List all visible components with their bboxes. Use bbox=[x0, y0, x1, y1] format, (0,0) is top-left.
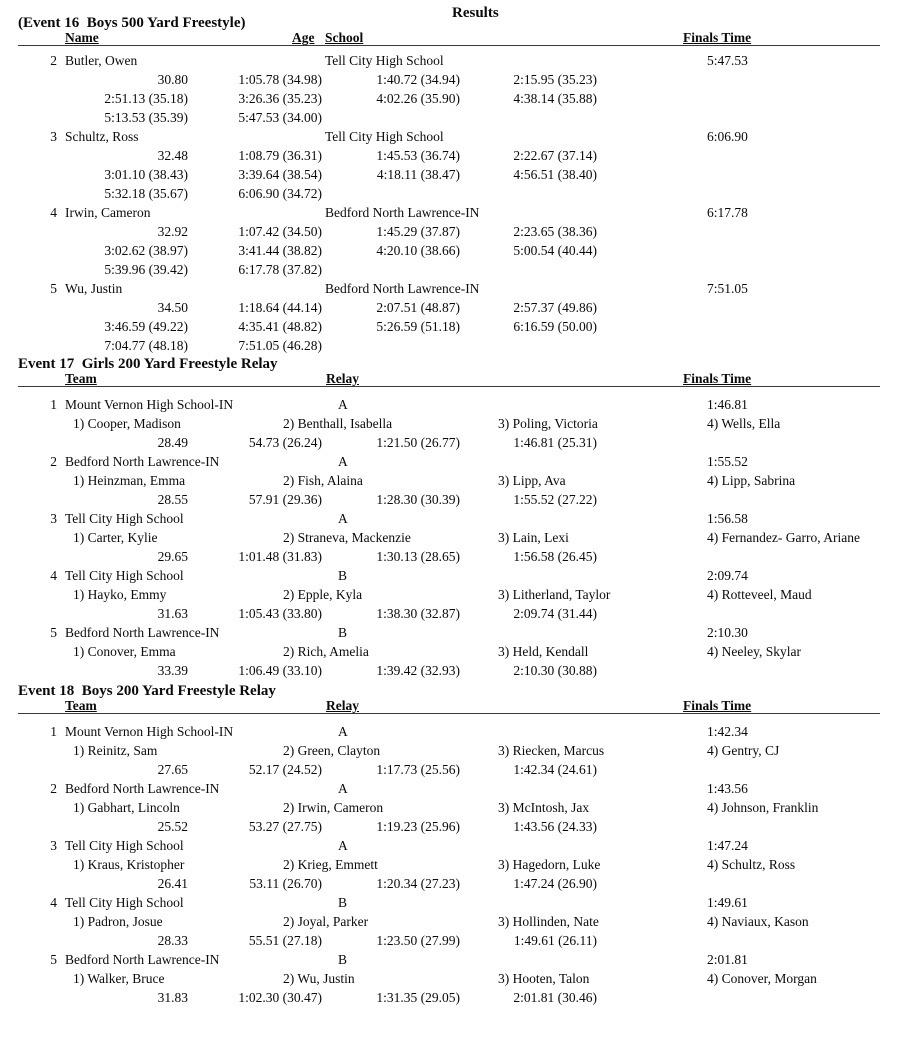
split-time: 1:30.13 (28.65) bbox=[376, 549, 460, 564]
result-row bbox=[0, 203, 922, 222]
finals-time: 2:01.81 bbox=[707, 952, 748, 967]
relay-leg-swimmer: 2) Wu, Justin bbox=[283, 971, 355, 986]
split-time: 4:56.51 (38.40) bbox=[513, 167, 597, 182]
split-time: 2:57.37 (49.86) bbox=[513, 300, 597, 315]
relay-legs-row bbox=[0, 528, 922, 547]
split-time: 52.17 (24.52) bbox=[248, 762, 322, 777]
split-time: 1:49.61 (26.11) bbox=[513, 933, 597, 948]
relay-legs-row bbox=[0, 855, 922, 874]
finals-time: 1:56.58 bbox=[707, 511, 748, 526]
splits-row bbox=[0, 222, 922, 241]
swimmer-name: Butler, Owen bbox=[65, 53, 138, 68]
relay-leg-swimmer: 3) Litherland, Taylor bbox=[498, 587, 611, 602]
event-rows bbox=[0, 722, 922, 1007]
split-time: 1:47.24 (26.90) bbox=[513, 876, 597, 891]
split-time: 5:26.59 (51.18) bbox=[376, 319, 460, 334]
result-row bbox=[0, 623, 922, 642]
splits-row bbox=[0, 298, 922, 317]
place-number: 4 bbox=[50, 568, 57, 583]
result-row bbox=[0, 950, 922, 969]
splits-row bbox=[0, 661, 922, 680]
place-number: 5 bbox=[50, 952, 57, 967]
place-number: 2 bbox=[50, 781, 57, 796]
team-name: Tell City High School bbox=[65, 511, 184, 526]
split-time: 6:06.90 (34.72) bbox=[238, 186, 322, 201]
relay-letter: B bbox=[338, 625, 348, 640]
school-name: Bedford North Lawrence-IN bbox=[325, 205, 480, 220]
split-time: 29.65 bbox=[157, 549, 188, 564]
splits-row bbox=[0, 760, 922, 779]
relay-leg-swimmer: 4) Gentry, CJ bbox=[707, 743, 780, 758]
column-header-finals: Finals Time bbox=[683, 371, 752, 386]
split-time: 3:39.64 (38.54) bbox=[238, 167, 322, 182]
event-17-section bbox=[0, 356, 922, 680]
place-number: 4 bbox=[50, 895, 57, 910]
result-row bbox=[0, 779, 922, 798]
place-number: 2 bbox=[50, 53, 57, 68]
splits-row bbox=[0, 336, 922, 355]
column-header-finals: Finals Time bbox=[683, 698, 752, 713]
column-header-row bbox=[18, 700, 880, 714]
page-title: Results bbox=[452, 5, 499, 21]
split-time: 1:05.43 (33.80) bbox=[238, 606, 322, 621]
event-header: Event 17 Girls 200 Yard Freestyle Relay bbox=[18, 356, 278, 372]
result-row bbox=[0, 893, 922, 912]
relay-letter: A bbox=[338, 724, 348, 739]
split-time: 1:20.34 (27.23) bbox=[376, 876, 460, 891]
column-header-school: School bbox=[325, 30, 364, 45]
event-18-section bbox=[0, 683, 922, 1007]
relay-legs-row bbox=[0, 414, 922, 433]
split-time: 30.80 bbox=[157, 72, 188, 87]
relay-leg-swimmer: 1) Padron, Josue bbox=[73, 914, 163, 929]
split-time: 4:02.26 (35.90) bbox=[376, 91, 460, 106]
relay-leg-swimmer: 4) Johnson, Franklin bbox=[707, 800, 819, 815]
relay-leg-swimmer: 1) Conover, Emma bbox=[73, 644, 176, 659]
split-time: 1:45.29 (37.87) bbox=[376, 224, 460, 239]
place-number: 5 bbox=[50, 281, 57, 296]
relay-leg-swimmer: 1) Hayko, Emmy bbox=[73, 587, 167, 602]
split-time: 1:43.56 (24.33) bbox=[513, 819, 597, 834]
relay-leg-swimmer: 4) Conover, Morgan bbox=[707, 971, 817, 986]
relay-leg-swimmer: 2) Joyal, Parker bbox=[283, 914, 369, 929]
relay-leg-swimmer: 4) Naviaux, Kason bbox=[707, 914, 809, 929]
split-time: 25.52 bbox=[157, 819, 188, 834]
result-row bbox=[0, 836, 922, 855]
team-name: Mount Vernon High School-IN bbox=[65, 397, 234, 412]
split-time: 1:39.42 (32.93) bbox=[376, 663, 460, 678]
split-time: 5:32.18 (35.67) bbox=[104, 186, 188, 201]
school-name: Tell City High School bbox=[325, 53, 444, 68]
splits-row bbox=[0, 184, 922, 203]
relay-leg-swimmer: 1) Carter, Kylie bbox=[73, 530, 158, 545]
split-time: 4:18.11 (38.47) bbox=[376, 167, 460, 182]
split-time: 1:19.23 (25.96) bbox=[376, 819, 460, 834]
split-time: 31.83 bbox=[157, 990, 188, 1005]
relay-leg-swimmer: 3) McIntosh, Jax bbox=[498, 800, 590, 815]
relay-letter: B bbox=[338, 895, 348, 910]
split-time: 1:17.73 (25.56) bbox=[376, 762, 460, 777]
split-time: 2:51.13 (35.18) bbox=[104, 91, 188, 106]
split-time: 1:23.50 (27.99) bbox=[376, 933, 460, 948]
split-time: 5:13.53 (35.39) bbox=[104, 110, 188, 125]
relay-legs-row bbox=[0, 969, 922, 988]
finals-time: 1:46.81 bbox=[707, 397, 748, 412]
splits-row bbox=[0, 260, 922, 279]
split-time: 1:46.81 (25.31) bbox=[513, 435, 597, 450]
result-row bbox=[0, 509, 922, 528]
swimmer-name: Irwin, Cameron bbox=[65, 205, 151, 220]
result-row bbox=[0, 127, 922, 146]
result-row bbox=[0, 722, 922, 741]
relay-leg-swimmer: 3) Lain, Lexi bbox=[498, 530, 569, 545]
finals-time: 6:17.78 bbox=[707, 205, 748, 220]
splits-row bbox=[0, 874, 922, 893]
column-header-row bbox=[18, 32, 880, 46]
event-rows bbox=[0, 51, 922, 355]
splits-row bbox=[0, 817, 922, 836]
place-number: 3 bbox=[50, 838, 57, 853]
split-time: 5:00.54 (40.44) bbox=[513, 243, 597, 258]
swimmer-name: Schultz, Ross bbox=[65, 129, 139, 144]
relay-leg-swimmer: 2) Epple, Kyla bbox=[283, 587, 363, 602]
relay-leg-swimmer: 2) Fish, Alaina bbox=[283, 473, 363, 488]
relay-leg-swimmer: 3) Held, Kendall bbox=[498, 644, 589, 659]
result-row bbox=[0, 566, 922, 585]
place-number: 2 bbox=[50, 454, 57, 469]
split-time: 33.39 bbox=[157, 663, 188, 678]
relay-leg-swimmer: 3) Poling, Victoria bbox=[498, 416, 598, 431]
event-16-section bbox=[0, 15, 922, 355]
split-time: 26.41 bbox=[157, 876, 188, 891]
relay-letter: A bbox=[338, 511, 348, 526]
splits-row bbox=[0, 547, 922, 566]
finals-time: 1:55.52 bbox=[707, 454, 748, 469]
relay-letter: B bbox=[338, 952, 348, 967]
relay-legs-row bbox=[0, 471, 922, 490]
split-time: 3:41.44 (38.82) bbox=[238, 243, 322, 258]
relay-leg-swimmer: 1) Walker, Bruce bbox=[73, 971, 165, 986]
splits-row bbox=[0, 241, 922, 260]
split-time: 1:38.30 (32.87) bbox=[376, 606, 460, 621]
column-header-team: Team bbox=[65, 698, 97, 713]
splits-row bbox=[0, 490, 922, 509]
team-name: Bedford North Lawrence-IN bbox=[65, 781, 220, 796]
split-time: 7:51.05 (46.28) bbox=[238, 338, 322, 353]
split-time: 34.50 bbox=[157, 300, 188, 315]
splits-row bbox=[0, 604, 922, 623]
result-row bbox=[0, 452, 922, 471]
relay-leg-swimmer: 2) Green, Clayton bbox=[283, 743, 381, 758]
relay-leg-swimmer: 2) Rich, Amelia bbox=[283, 644, 369, 659]
split-time: 1:08.79 (36.31) bbox=[238, 148, 322, 163]
finals-time: 1:47.24 bbox=[707, 838, 748, 853]
relay-leg-swimmer: 1) Cooper, Madison bbox=[73, 416, 181, 431]
column-header-age: Age bbox=[292, 30, 315, 45]
split-time: 3:01.10 (38.43) bbox=[104, 167, 188, 182]
split-time: 54.73 (26.24) bbox=[248, 435, 322, 450]
team-name: Bedford North Lawrence-IN bbox=[65, 952, 220, 967]
split-time: 7:04.77 (48.18) bbox=[104, 338, 188, 353]
finals-time: 5:47.53 bbox=[707, 53, 748, 68]
relay-legs-row bbox=[0, 912, 922, 931]
split-time: 2:23.65 (38.36) bbox=[513, 224, 597, 239]
result-row bbox=[0, 279, 922, 298]
relay-leg-swimmer: 1) Kraus, Kristopher bbox=[73, 857, 185, 872]
splits-row bbox=[0, 988, 922, 1007]
split-time: 1:05.78 (34.98) bbox=[238, 72, 322, 87]
split-time: 55.51 (27.18) bbox=[248, 933, 322, 948]
relay-leg-swimmer: 3) Hooten, Talon bbox=[498, 971, 590, 986]
split-time: 28.49 bbox=[157, 435, 188, 450]
events-list bbox=[0, 15, 922, 1007]
split-time: 1:01.48 (31.83) bbox=[238, 549, 322, 564]
event-header: (Event 16 Boys 500 Yard Freestyle) bbox=[18, 15, 246, 31]
result-row bbox=[0, 395, 922, 414]
split-time: 3:46.59 (49.22) bbox=[104, 319, 188, 334]
relay-leg-swimmer: 1) Heinzman, Emma bbox=[73, 473, 186, 488]
finals-time: 7:51.05 bbox=[707, 281, 748, 296]
split-time: 1:21.50 (26.77) bbox=[376, 435, 460, 450]
splits-row bbox=[0, 146, 922, 165]
relay-letter: A bbox=[338, 397, 348, 412]
relay-leg-swimmer: 4) Wells, Ella bbox=[707, 416, 781, 431]
splits-row bbox=[0, 317, 922, 336]
swimmer-name: Wu, Justin bbox=[65, 281, 123, 296]
split-time: 2:22.67 (37.14) bbox=[513, 148, 597, 163]
split-time: 2:01.81 (30.46) bbox=[513, 990, 597, 1005]
split-time: 1:06.49 (33.10) bbox=[238, 663, 322, 678]
split-time: 6:17.78 (37.82) bbox=[238, 262, 322, 277]
relay-leg-swimmer: 2) Benthall, Isabella bbox=[283, 416, 393, 431]
split-time: 53.11 (26.70) bbox=[249, 876, 322, 891]
relay-letter: A bbox=[338, 838, 348, 853]
split-time: 32.92 bbox=[157, 224, 188, 239]
split-time: 3:02.62 (38.97) bbox=[104, 243, 188, 258]
place-number: 5 bbox=[50, 625, 57, 640]
relay-leg-swimmer: 3) Riecken, Marcus bbox=[498, 743, 605, 758]
split-time: 1:45.53 (36.74) bbox=[376, 148, 460, 163]
team-name: Tell City High School bbox=[65, 568, 184, 583]
relay-leg-swimmer: 3) Lipp, Ava bbox=[498, 473, 566, 488]
relay-leg-swimmer: 2) Straneva, Mackenzie bbox=[283, 530, 411, 545]
split-time: 6:16.59 (50.00) bbox=[513, 319, 597, 334]
split-time: 1:28.30 (30.39) bbox=[376, 492, 460, 507]
relay-leg-swimmer: 4) Schultz, Ross bbox=[707, 857, 796, 872]
team-name: Bedford North Lawrence-IN bbox=[65, 454, 220, 469]
relay-leg-swimmer: 4) Rotteveel, Maud bbox=[707, 587, 812, 602]
relay-legs-row bbox=[0, 642, 922, 661]
column-header-relay: Relay bbox=[326, 698, 359, 713]
relay-legs-row bbox=[0, 585, 922, 604]
split-time: 1:02.30 (30.47) bbox=[238, 990, 322, 1005]
split-time: 2:09.74 (31.44) bbox=[513, 606, 597, 621]
finals-time: 2:10.30 bbox=[707, 625, 748, 640]
place-number: 4 bbox=[50, 205, 57, 220]
relay-leg-swimmer: 2) Irwin, Cameron bbox=[283, 800, 384, 815]
relay-legs-row bbox=[0, 798, 922, 817]
split-time: 1:31.35 (29.05) bbox=[376, 990, 460, 1005]
split-time: 5:39.96 (39.42) bbox=[104, 262, 188, 277]
team-name: Mount Vernon High School-IN bbox=[65, 724, 234, 739]
relay-leg-swimmer: 4) Fernandez- Garro, Ariane bbox=[707, 530, 860, 545]
relay-leg-swimmer: 3) Hagedorn, Luke bbox=[498, 857, 601, 872]
place-number: 3 bbox=[50, 129, 57, 144]
finals-time: 2:09.74 bbox=[707, 568, 748, 583]
results-page bbox=[0, 5, 922, 1039]
column-header-team: Team bbox=[65, 371, 97, 386]
relay-letter: B bbox=[338, 568, 348, 583]
splits-row bbox=[0, 89, 922, 108]
team-name: Tell City High School bbox=[65, 895, 184, 910]
split-time: 5:47.53 (34.00) bbox=[238, 110, 322, 125]
relay-letter: A bbox=[338, 454, 348, 469]
place-number: 1 bbox=[50, 397, 57, 412]
relay-legs-row bbox=[0, 741, 922, 760]
split-time: 1:55.52 (27.22) bbox=[513, 492, 597, 507]
split-time: 57.91 (29.36) bbox=[248, 492, 322, 507]
split-time: 3:26.36 (35.23) bbox=[238, 91, 322, 106]
event-rows bbox=[0, 395, 922, 680]
split-time: 4:35.41 (48.82) bbox=[238, 319, 322, 334]
finals-time: 1:49.61 bbox=[707, 895, 748, 910]
relay-leg-swimmer: 2) Krieg, Emmett bbox=[283, 857, 378, 872]
finals-time: 6:06.90 bbox=[707, 129, 748, 144]
relay-leg-swimmer: 1) Gabhart, Lincoln bbox=[73, 800, 180, 815]
relay-leg-swimmer: 4) Neeley, Skylar bbox=[707, 644, 801, 659]
school-name: Bedford North Lawrence-IN bbox=[325, 281, 480, 296]
split-time: 28.33 bbox=[157, 933, 188, 948]
split-time: 2:15.95 (35.23) bbox=[513, 72, 597, 87]
result-row bbox=[0, 51, 922, 70]
splits-row bbox=[0, 108, 922, 127]
event-header: Event 18 Boys 200 Yard Freestyle Relay bbox=[18, 683, 276, 699]
team-name: Tell City High School bbox=[65, 838, 184, 853]
split-time: 31.63 bbox=[157, 606, 188, 621]
column-header-finals: Finals Time bbox=[683, 30, 752, 45]
finals-time: 1:42.34 bbox=[707, 724, 748, 739]
splits-row bbox=[0, 70, 922, 89]
column-header-row bbox=[18, 373, 880, 387]
relay-letter: A bbox=[338, 781, 348, 796]
relay-leg-swimmer: 3) Hollinden, Nate bbox=[498, 914, 599, 929]
relay-leg-swimmer: 1) Reinitz, Sam bbox=[73, 743, 158, 758]
split-time: 1:18.64 (44.14) bbox=[238, 300, 322, 315]
split-time: 1:42.34 (24.61) bbox=[513, 762, 597, 777]
split-time: 32.48 bbox=[157, 148, 188, 163]
split-time: 1:56.58 (26.45) bbox=[513, 549, 597, 564]
split-time: 2:07.51 (48.87) bbox=[376, 300, 460, 315]
split-time: 4:20.10 (38.66) bbox=[376, 243, 460, 258]
splits-row bbox=[0, 433, 922, 452]
split-time: 1:07.42 (34.50) bbox=[238, 224, 322, 239]
place-number: 1 bbox=[50, 724, 57, 739]
split-time: 28.55 bbox=[157, 492, 188, 507]
school-name: Tell City High School bbox=[325, 129, 444, 144]
place-number: 3 bbox=[50, 511, 57, 526]
split-time: 2:10.30 (30.88) bbox=[513, 663, 597, 678]
finals-time: 1:43.56 bbox=[707, 781, 748, 796]
split-time: 27.65 bbox=[157, 762, 188, 777]
splits-row bbox=[0, 165, 922, 184]
split-time: 4:38.14 (35.88) bbox=[513, 91, 597, 106]
splits-row bbox=[0, 931, 922, 950]
split-time: 1:40.72 (34.94) bbox=[376, 72, 460, 87]
relay-leg-swimmer: 4) Lipp, Sabrina bbox=[707, 473, 796, 488]
split-time: 53.27 (27.75) bbox=[248, 819, 322, 834]
column-header-name: Name bbox=[65, 30, 99, 45]
team-name: Bedford North Lawrence-IN bbox=[65, 625, 220, 640]
column-header-relay: Relay bbox=[326, 371, 359, 386]
